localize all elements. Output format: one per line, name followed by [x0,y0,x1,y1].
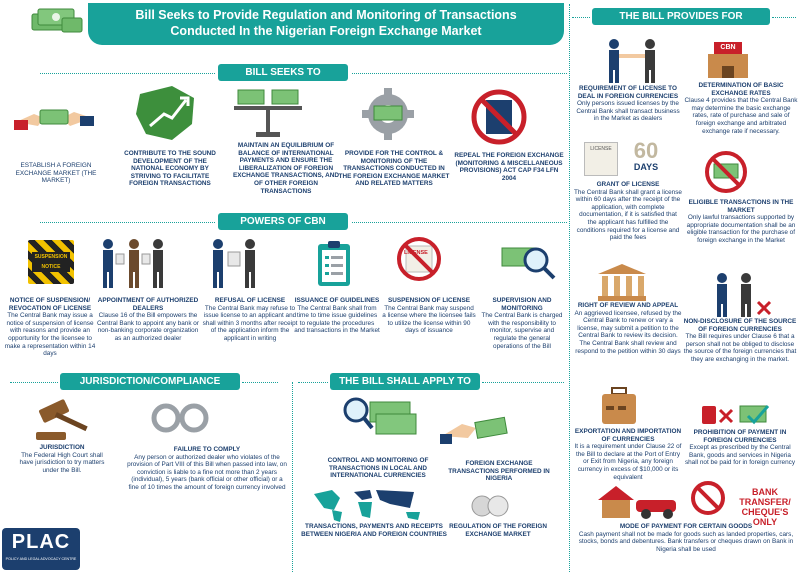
handshake-money-icon [14,100,94,140]
divider [569,4,570,572]
bill-seeks-to-heading: BILL SEEKS TO [218,64,348,81]
provides-item-6: NON-DISCLOSURE OF THE SOURCE OF FOREIGN CURRENCIES The Bill requires under Clause 6 that a person shall not be obliged to disclose the source of the foreign currencies that they are exchanging in the market. [683,318,797,363]
bill-provides-for-heading: THE BILL PROVIDES FOR [592,8,770,25]
divider [40,73,215,74]
house-car-icon [596,482,688,522]
seek-item-3: MAINTAIN AN EQUILIBRIUM OF BALANCE OF INTERNATIONAL PAYMENTS AND ENSURE THE LIBERALIZATION OF FOREIGN EXCHANGE TRANSACTIONS, AND OF OTHER FOREIGN TRANSACTIONS [233,142,339,195]
plac-logo [2,528,80,570]
suspended-license-icon [396,236,442,282]
prohibited-money-icon [704,150,748,194]
divider [482,382,564,383]
provides-item-2: DETERMINATION OF BASIC EXCHANGE RATES Clause 4 provides that the Central Bank may determine the basic exchange rates, rate of purchase and sale of foreign exchange and arbitrated exchange rate if necessary. [684,82,798,135]
seek-item-4: PROVIDE FOR THE CONTROL & MONITORING OF THE TRANSACTIONS CONDUCTED IN THE FOREIGN EXCHANGE MARKET AND RELATED MATTERS [338,150,450,188]
power-item-5: SUSPENSION OF LICENSE The Central Bank may suspend a license where the licensee fails to utilize the license within 90 days of issuance [382,297,476,335]
handshake-dealers-icon [604,38,660,84]
scale-money-icon [232,86,304,140]
divider [352,222,567,223]
bill-shall-apply-heading: THE BILL SHALL APPLY TO [330,373,480,390]
gavel-icon [34,398,94,442]
seek-item-5: REPEAL THE FOREIGN EXCHANGE (MONITORING & MISCELLANEOUS PROVISIONS) ACT CAP F34 LFN 2004 [454,152,564,182]
world-map-icon [310,488,430,522]
sixty-number: 60 [633,138,659,163]
hand-money-icon [440,410,530,450]
license-certificate-icon: LICENSE [584,142,618,176]
power-item-4: ISSUANCE OF GUIDELINES The Central Bank shall from time to time issue guidelines to regulate the procedures and transactions in the Market [294,297,380,335]
divider [292,382,293,572]
provides-item-8: PROHIBITION OF PAYMENT IN FOREIGN CURRENCIES Except as prescribed by the Central Bank, goods and services in Nigeria shall not be paid for in foreign currency [684,429,796,467]
prohibited-book-icon [470,88,528,146]
nigeria-map-growth-icon [132,84,200,144]
seek-item-1: ESTABLISH A FOREIGN EXCHANGE MARKET (THE MARKET) [15,162,97,185]
apply-item-1: CONTROL AND MONITORING OF TRANSACTIONS IN LOCAL AND INTERNATIONAL CURRENCIES [327,457,429,480]
provides-item-9: MODE OF PAYMENT FOR CERTAIN GOODS Cash payment shall not be made for goods such as landed properties, cars, stocks, bonds and debentures. Bank transfers or cheques drawn on Bank in Nigeria shall be used [578,523,794,553]
refusal-people-icon [206,238,262,290]
sixty-days-badge [622,140,670,172]
handcuffs-icon [150,398,210,438]
power-item-6: SUPERVISION AND MONITORING The Central Bank is charged with the responsibility to monitor, supervise and regulate the general operations of the Bill [481,297,563,350]
coin-stacks-icon [470,492,510,520]
non-disclosure-people-icon [712,272,772,318]
divider [572,17,590,18]
divider [772,17,796,18]
provides-item-3: GRANT OF LICENSE The Central Bank shall grant a license within 60 days after the receipt of the application, with complete documentation, if it is satisfied that the applicant has fulfilled the conditions required for a license and paid the fees [574,181,682,242]
cbn-sign-label: CBN [720,44,736,51]
seek-item-2: CONTRIBUTE TO THE SOUND DEVELOPMENT OF THE NATIONAL ECONOMY BY STRIVING TO FACILITATE FOREIGN TRANSACTIONS [124,150,216,188]
divider [10,382,58,383]
dealers-people-icon [98,238,168,290]
guidelines-clipboard-icon [316,240,352,288]
title-line-1: Bill Seeks to Provide Regulation and Monitoring of Transactions [135,8,517,22]
provides-item-1: REQUIREMENT OF LICENSE TO DEAL IN FOREIGN CURRENCIES Only persons issued licenses by the Central Bank shall transact business in the Market as dealers [576,85,680,123]
provides-item-7: EXPORTATION AND IMPORTATION OF CURRENCIES It is a requirement under Clause 22 of the Bill to declare at the Port of Entry or Exit from Nigeria, any foreign currency in excess of $10,000 or its equivalent [574,428,682,481]
divider [242,382,278,383]
apply-item-2: FOREIGN EXCHANGE TRANSACTIONS PERFORMED IN NIGERIA [448,460,550,483]
plac-logo-name: PLAC [11,531,71,553]
jurisdiction-item: JURISDICTION The Federal High Court shall have jurisdiction to try matters under the Bill. [19,444,105,474]
supervision-magnifier-icon [500,240,556,282]
days-label: DAYS [633,162,659,172]
power-item-3: REFUSAL OF LICENSE The Central Bank may refuse to issue license to an applicant and shall within 3 months after receipt of the application inform the applicant in writing [202,297,298,342]
divider [40,222,215,223]
page-title [88,7,564,39]
provides-item-4: ELIGIBLE TRANSACTIONS IN THE MARKET Only lawful transactions supported by appropriate documentation shall be an eligible transaction for the purchase of foreign exchange in the Market [686,199,796,244]
money-stack-icon [28,4,84,36]
power-item-1: NOTICE OF SUSPENSION/ REVOCATION OF LICENSE The Central Bank may issue a notice of suspension of license with reasons and provide an opportunity for the licensee to make a representation within 14 days [4,297,96,358]
plac-logo-tagline: POLICY AND LEGAL ADVOCACY CENTRE [5,557,77,561]
jurisdiction-heading: JURISDICTION/COMPLIANCE [60,373,240,390]
provides-item-5: RIGHT OF REVIEW AND APPEAL An aggrieved licensee, refused by the Central Bank to renew or vary a license, may submit a petition to the Central Bank to review its decision. The Central Bank shall review and respond to the petition within 30 days [574,302,682,355]
apply-item-4: REGULATION OF THE FOREIGN EXCHANGE MARKET [449,523,547,538]
suspension-notice-label: SUSPENSION NOTICE [32,252,70,272]
courthouse-icon [596,262,648,302]
apply-item-3: TRANSACTIONS, PAYMENTS AND RECEIPTS BETWEEN NIGERIA AND FOREIGN COUNTRIES [301,523,447,538]
license-sign-label: LICENSE [404,250,428,256]
divider [352,73,567,74]
gear-money-icon [358,86,418,142]
no-cash-icon [690,480,726,516]
bank-transfer-only-label: BANK TRANSFER/ CHEQUE'S ONLY [739,487,791,527]
luggage-icon [596,386,646,428]
divider [298,382,328,383]
failure-to-comply-item: FAILURE TO COMPLY Any person or authorized dealer who violates of the provision of Part VIII of this Bill when passed into law, on conviction is liable to a fine not more than 2 years (individual), 5 years (bank official or other official) or a fine of 10 times the amount of foreign currency involved [127,446,287,491]
powers-of-cbn-heading: POWERS OF CBN [218,213,348,230]
prohibited-payment-icon [700,400,772,430]
title-line-2: Conducted In the Nigerian Foreign Exchange Market [170,24,482,38]
money-magnifier-icon [340,394,420,446]
power-item-2: APPOINTMENT OF AUTHORIZED DEALERS Clause 16 of the Bill empowers the Central Bank to appoint any bank or non-banking corporate organization as an authorized dealer [97,297,199,342]
